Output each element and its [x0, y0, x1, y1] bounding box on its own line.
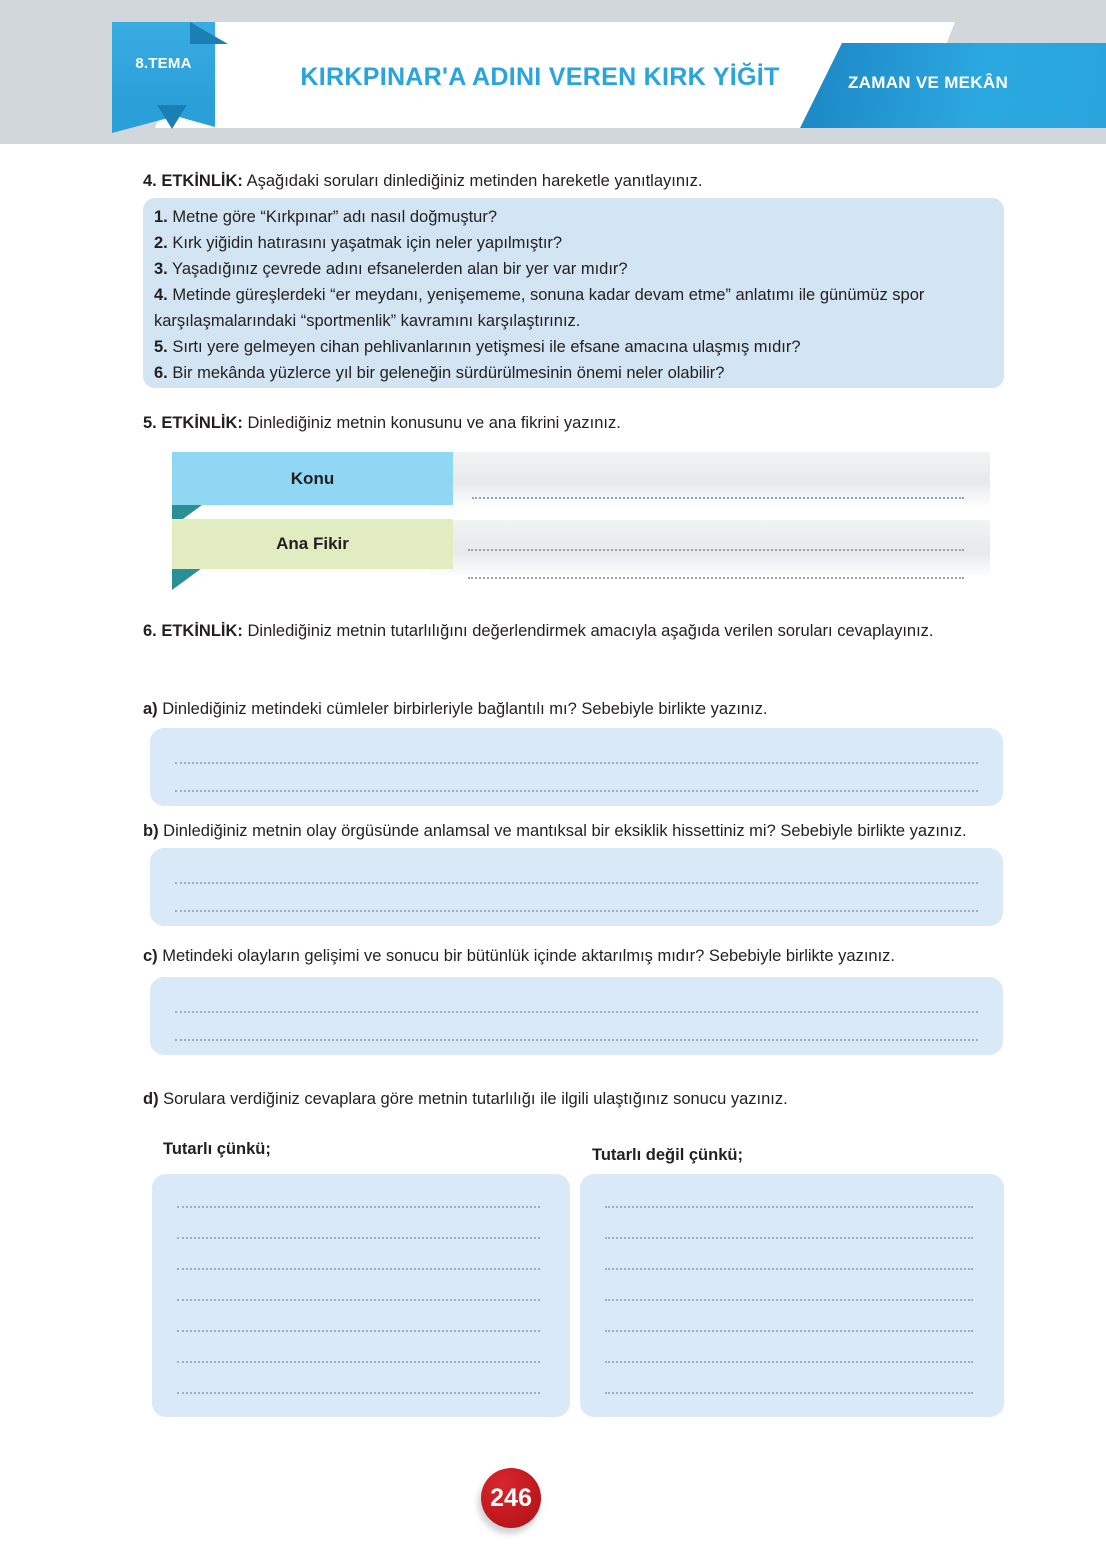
- column-label-tutarli: Tutarlı çünkü;: [163, 1140, 271, 1158]
- column-label-tutarli-degil: Tutarlı değil çünkü;: [592, 1146, 743, 1164]
- subquestion-letter: b): [143, 822, 159, 840]
- activity6-heading-label: 6. ETKİNLİK:: [143, 622, 243, 640]
- question-text: Metinde güreşlerdeki “er meydanı, yenişememe, sonuna kadar devam etme” anlatımı ile günümüz spor karşılaşmalarındaki “sportmenlik” kavramını karşılaştırınız.: [154, 286, 925, 330]
- activity5-heading-text: Dinlediğiniz metnin konusunu ve ana fikrini yazınız.: [242, 414, 621, 432]
- subquestion-text: Dinlediğiniz metindeki cümleler birbirleriyle bağlantılı mı? Sebebiyle birlikte yazınız.: [157, 700, 768, 718]
- subquestion-letter: d): [143, 1090, 159, 1108]
- page-header: [0, 0, 1106, 144]
- answer-line: [177, 1299, 540, 1301]
- anafikir-dotted-line-1: [468, 549, 964, 551]
- answer-line: [175, 882, 978, 884]
- konu-writing-strip: [430, 452, 990, 508]
- anafikir-label: Ana Fikir: [276, 534, 349, 553]
- question-number: 1.: [154, 208, 168, 226]
- anafikir-fold-icon: [172, 568, 202, 590]
- answer-box-b[interactable]: [150, 848, 1003, 926]
- answer-line: [175, 910, 978, 912]
- answer-line: [605, 1206, 973, 1208]
- answer-line: [605, 1237, 973, 1239]
- question-number: 5.: [154, 338, 168, 356]
- answer-line: [175, 1039, 978, 1041]
- question-text: Sırtı yere gelmeyen cihan pehlivanlarının yetişmesi ile efsane amacına ulaşmış mıdır?: [167, 338, 801, 356]
- activity6-subquestion-a: [143, 698, 1023, 720]
- konu-tab: [172, 452, 453, 505]
- answer-line: [177, 1392, 540, 1394]
- anafikir-tab: [172, 519, 453, 569]
- list-item: [148, 282, 1018, 334]
- answer-box-a[interactable]: [150, 728, 1003, 806]
- activity6-heading-text: Dinlediğiniz metnin tutarlılığını değerlendirmek amacıyla aşağıda verilen soruları cevaplayınız.: [242, 622, 934, 640]
- list-item: [148, 230, 1018, 256]
- answer-line: [177, 1206, 540, 1208]
- activity4-heading-label: 4. ETKİNLİK:: [143, 172, 243, 190]
- question-text: Yaşadığınız çevrede adını efsanelerden alan bir yer var mıdır?: [167, 260, 628, 278]
- activity4-heading: [143, 170, 1023, 192]
- activity5-heading-label: 5. ETKİNLİK:: [143, 414, 243, 432]
- answer-box-tutarli-degil[interactable]: [580, 1174, 1004, 1417]
- question-number: 4.: [154, 286, 168, 304]
- page-title: KIRKPINAR'A ADINI VEREN KIRK YİĞİT: [300, 63, 780, 91]
- answer-line: [177, 1268, 540, 1270]
- subquestion-text: Metindeki olayların gelişimi ve sonucu bir bütünlük içinde aktarılmış mıdır? Sebebiyle birlikte yazınız.: [157, 947, 895, 965]
- answer-box-tutarli[interactable]: [152, 1174, 570, 1417]
- header-subtitle: ZAMAN VE MEKÂN: [848, 73, 1009, 92]
- question-number: 3.: [154, 260, 168, 278]
- activity6-subquestion-d: [143, 1088, 1033, 1110]
- list-item: [148, 256, 1018, 282]
- konu-dotted-line: [472, 497, 964, 499]
- subquestion-text: Dinlediğiniz metnin olay örgüsünde anlamsal ve mantıksal bir eksiklik hissettiniz mi? Sebebiyle birlikte yazınız.: [158, 822, 967, 840]
- answer-line: [605, 1392, 973, 1394]
- answer-line: [605, 1361, 973, 1363]
- konu-label: Konu: [290, 468, 335, 488]
- answer-box-c[interactable]: [150, 977, 1003, 1055]
- answer-line: [175, 1011, 978, 1013]
- activity4-heading-text: Aşağıdaki soruları dinlediğiniz metinden hareketle yanıtlayınız.: [242, 172, 703, 190]
- list-item: [148, 360, 1018, 386]
- answer-line: [605, 1330, 973, 1332]
- answer-line: [175, 762, 978, 764]
- tema-label: 8.TEMA: [135, 55, 192, 72]
- activity6-subquestion-c: [143, 945, 1033, 967]
- list-item: [148, 204, 1018, 230]
- answer-line: [605, 1268, 973, 1270]
- answer-line: [605, 1299, 973, 1301]
- answer-line: [175, 790, 978, 792]
- subquestion-letter: a): [143, 700, 158, 718]
- activity5-heading: [143, 412, 1023, 434]
- activity6-heading: [143, 620, 1043, 642]
- anafikir-dotted-line-2: [468, 577, 964, 579]
- question-text: Bir mekânda yüzlerce yıl bir geleneğin sürdürülmesinin önemi neler olabilir?: [167, 364, 725, 382]
- question-number: 2.: [154, 234, 168, 252]
- activity6-subquestion-b: [143, 820, 1033, 842]
- answer-line: [177, 1330, 540, 1332]
- subquestion-letter: c): [143, 947, 158, 965]
- list-item: [148, 334, 1018, 360]
- question-text: Kırk yiğidin hatırasını yaşatmak için neler yapılmıştır?: [167, 234, 563, 252]
- subquestion-text: Sorulara verdiğiniz cevaplara göre metnin tutarlılığı ile ilgili ulaştığınız sonucu yazınız.: [158, 1090, 788, 1108]
- answer-line: [177, 1361, 540, 1363]
- question-text: Metne göre “Kırkpınar” adı nasıl doğmuştur?: [167, 208, 498, 226]
- question-number: 6.: [154, 364, 168, 382]
- answer-line: [177, 1237, 540, 1239]
- activity4-question-list: [148, 204, 1018, 386]
- page-number-badge: 246: [481, 1468, 541, 1528]
